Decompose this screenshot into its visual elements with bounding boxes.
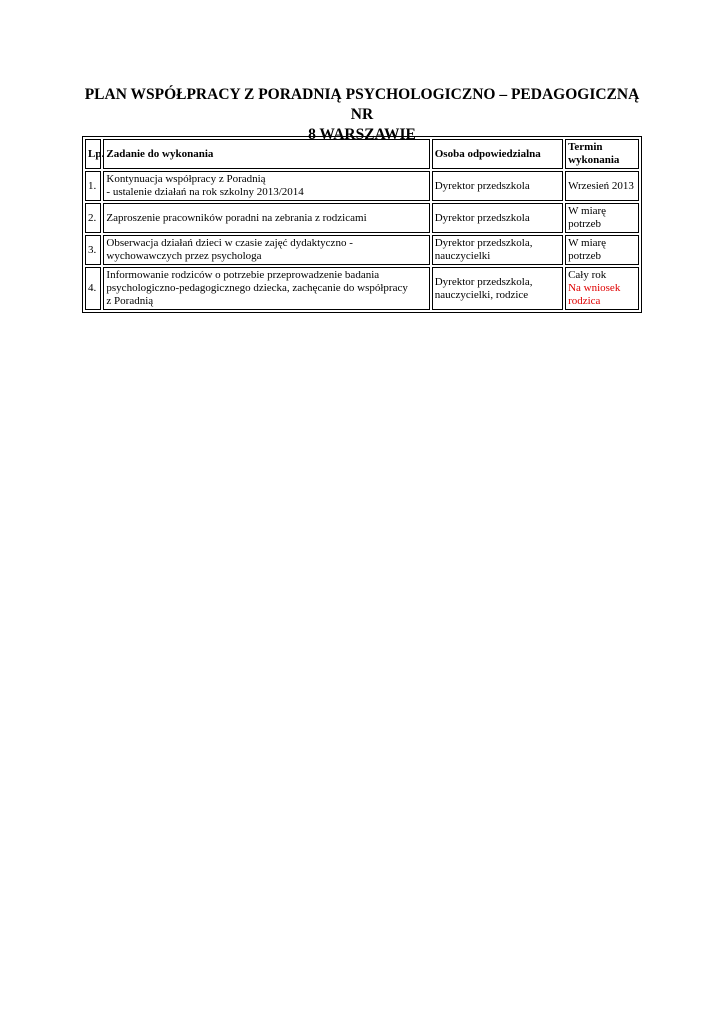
row-lp: 2. <box>85 203 101 233</box>
row-task: Zaproszenie pracowników poradni na zebrania z rodzicami <box>103 203 429 233</box>
task-line: Informowanie rodziców o potrzebie przeprowadzenie badania <box>106 269 380 281</box>
row-lp: 3. <box>85 235 101 265</box>
row-person <box>432 267 563 310</box>
person-line: nauczycielki, rodzice <box>434 288 529 301</box>
row-term <box>565 267 639 310</box>
term-line: W miarę <box>568 237 607 249</box>
header-lp: Lp. <box>85 139 101 169</box>
title-line-1: PLAN WSPÓŁPRACY Z PORADNIĄ PSYCHOLOGICZNO – PEDAGOGICZNĄ NR <box>84 86 640 123</box>
term-note-line: Na wniosek <box>568 282 621 294</box>
row-task <box>103 171 429 201</box>
person-line: nauczycielki <box>434 250 491 262</box>
row-task <box>103 267 429 310</box>
row-task <box>103 235 429 265</box>
term-line: Cały rok <box>568 269 607 281</box>
row-lp: 1. <box>85 171 101 201</box>
task-line: Kontynuacja współpracy z Poradnią <box>106 173 266 185</box>
term-line: potrzeb <box>568 218 602 230</box>
row-person <box>432 235 563 265</box>
header-term-line-2: wykonania <box>568 154 620 166</box>
header-person: Osoba odpowiedzialna <box>432 139 563 169</box>
task-line: wychowawczych przez psychologa <box>106 250 262 262</box>
table-row <box>85 267 639 310</box>
row-person: Dyrektor przedszkola <box>432 171 563 201</box>
task-line: z Poradnią <box>106 295 154 307</box>
table-row <box>85 235 639 265</box>
term-line: W miarę <box>568 205 607 217</box>
term-line: potrzeb <box>568 250 602 262</box>
task-line: Obserwacja działań dzieci w czasie zajęć dydaktyczno - <box>106 237 353 249</box>
row-person: Dyrektor przedszkola <box>432 203 563 233</box>
term-note-line: rodzica <box>568 295 601 307</box>
person-line: Dyrektor przedszkola, <box>434 275 533 288</box>
person-line: Dyrektor przedszkola, <box>434 237 533 249</box>
table-header-row <box>85 139 639 169</box>
header-task: Zadanie do wykonania <box>103 139 429 169</box>
header-term <box>565 139 639 169</box>
table-row <box>85 203 639 233</box>
task-line: psychologiczno-pedagogicznego dziecka, zachęcanie do współpracy <box>106 282 408 294</box>
table-row <box>85 171 639 201</box>
row-term <box>565 203 639 233</box>
title-line-2: 8 WARSZAWIE <box>308 126 416 143</box>
row-term: Wrzesień 2013 <box>565 171 639 201</box>
cooperation-plan-table <box>82 136 642 313</box>
row-lp: 4. <box>85 267 101 310</box>
task-line: - ustalenie działań na rok szkolny 2013/2014 <box>106 186 304 198</box>
row-term <box>565 235 639 265</box>
header-term-line-1: Termin <box>568 141 603 153</box>
